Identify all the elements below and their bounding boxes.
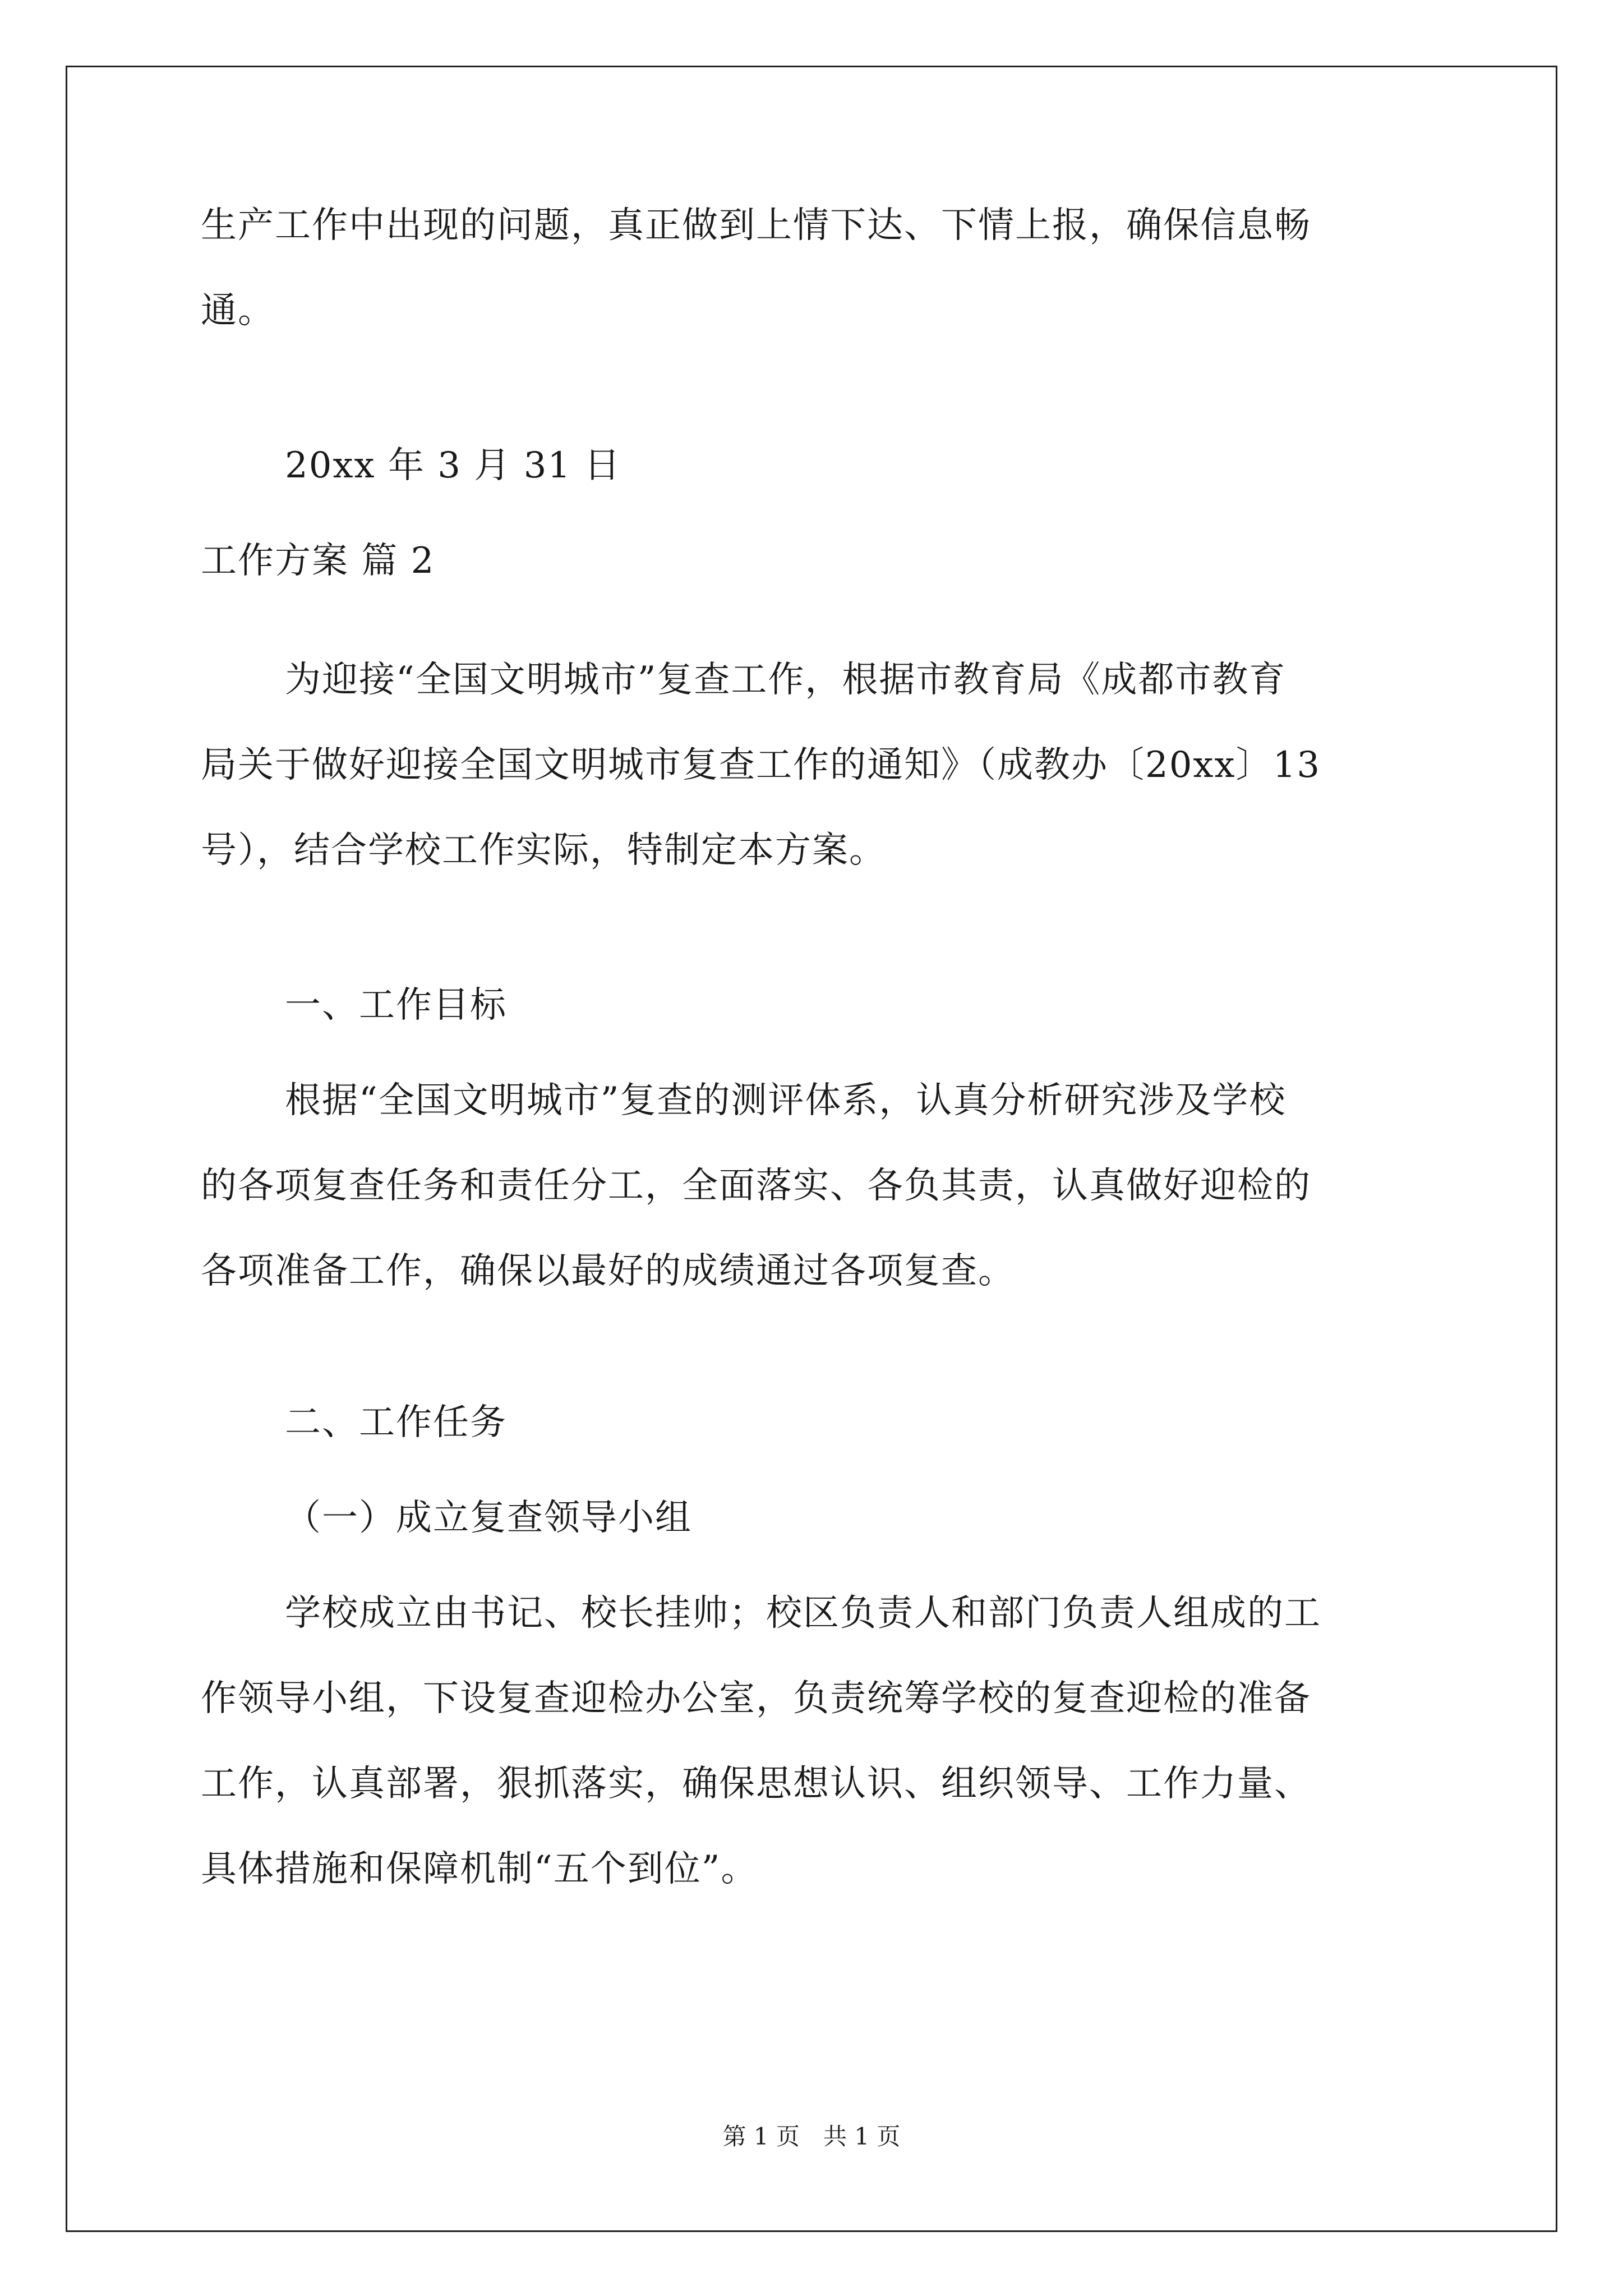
section-title: 工作方案 篇 2 [201,540,435,582]
paragraph-line: 各项准备工作，确保以最好的成绩通过各项复查。 [201,1250,1015,1292]
paragraph-line: 的各项复查任务和责任分工，全面落实、各负其责，认真做好迎检的 [201,1165,1311,1207]
paragraph-line: 作领导小组，下设复查迎检办公室，负责统筹学校的复查迎检的准备 [201,1678,1311,1719]
date-line: 20xx 年 3 月 31 日 [285,445,621,486]
page-border [66,66,1557,2232]
paragraph-line: 为迎接“全国文明城市”复查工作，根据市教育局《成都市教育 [285,659,1287,701]
paragraph-line: 局关于做好迎接全国文明城市复查工作的通知》（成教办〔20xx〕13 [201,744,1321,786]
paragraph-line: 号），结合学校工作实际，特制定本方案。 [201,830,886,871]
paragraph-line: 根据“全国文明城市”复查的测评体系，认真分析研究涉及学校 [285,1080,1287,1121]
paragraph-line: 工作，认真部署，狠抓落实，确保思想认识、组织领导、工作力量、 [201,1763,1311,1805]
heading-goal: 一、工作目标 [285,984,507,1026]
page-footer: 第 1 页 共 1 页 [722,2123,901,2150]
heading-tasks: 二、工作任务 [285,1402,507,1443]
paragraph-line: 学校成立由书记、校长挂帅；校区负责人和部门负责人组成的工 [285,1593,1321,1634]
paragraph-line: 生产工作中出现的问题，真正做到上情下达、下情上报，确保信息畅 [201,205,1311,246]
paragraph-line: 具体措施和保障机制“五个到位”。 [201,1848,758,1890]
paragraph-line: 通。 [201,290,275,332]
subheading: （一）成立复查领导小组 [285,1497,692,1539]
